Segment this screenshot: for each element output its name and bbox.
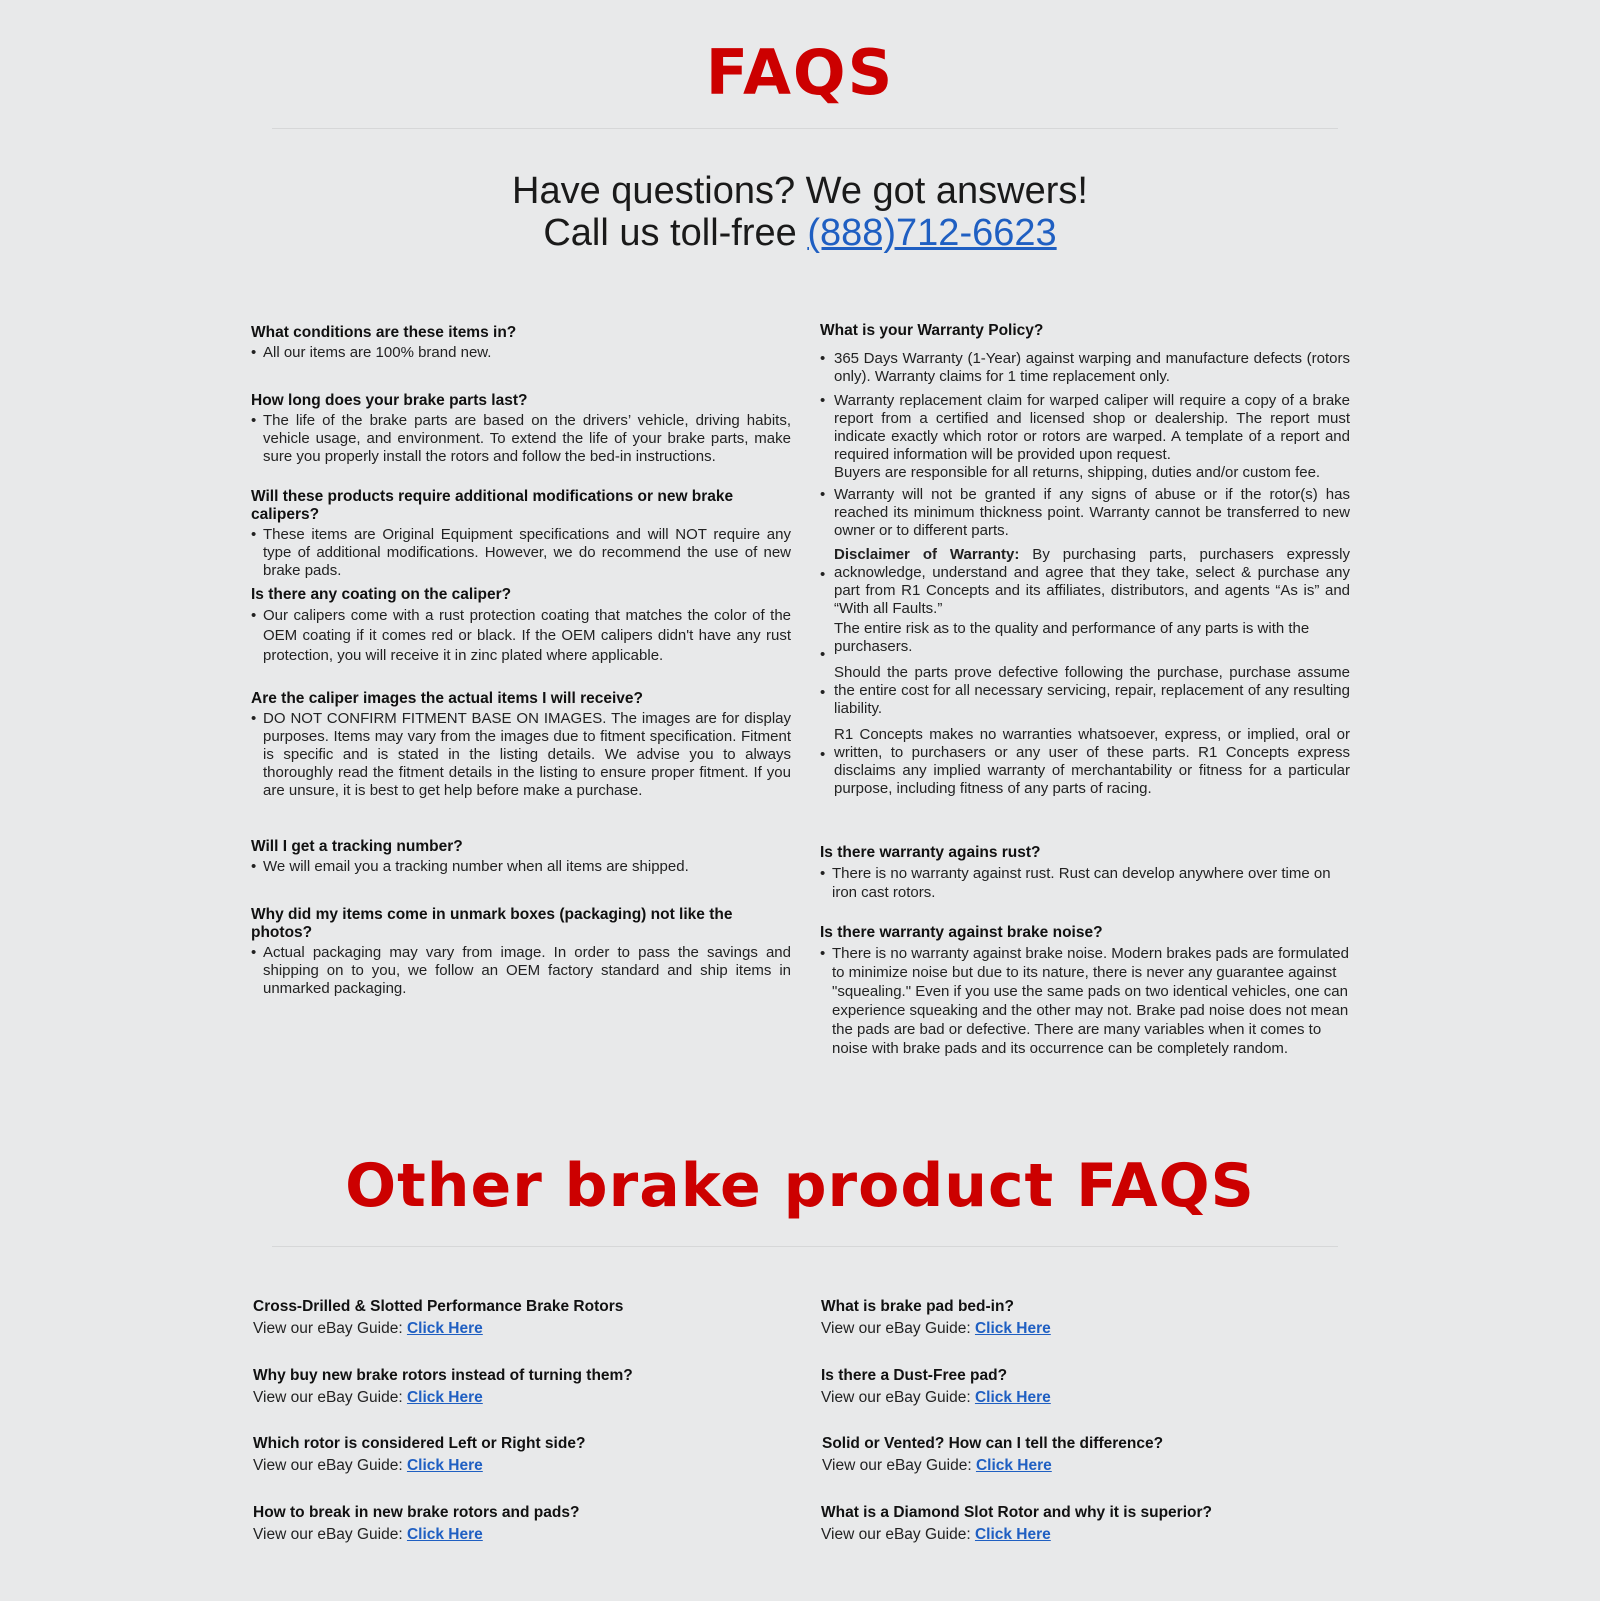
warranty-item: [820, 620, 1350, 663]
bullet-icon: •: [820, 945, 826, 962]
guide-item: [821, 1365, 1051, 1409]
faq-answer-text: All our items are 100% brand new.: [263, 344, 492, 361]
faq-item: [251, 690, 791, 800]
bullet-icon: •: [251, 412, 257, 429]
bullet-icon: •: [251, 710, 257, 727]
faq-question: What is your Warranty Policy?: [820, 322, 1044, 339]
guide-prefix: View our eBay Guide:: [253, 1457, 407, 1474]
guide-prefix: View our eBay Guide:: [253, 1320, 407, 1337]
bullet-icon: •: [251, 526, 257, 543]
guide-item: [821, 1502, 1212, 1546]
bullet-icon: •: [251, 944, 257, 961]
guide-question: What is brake pad bed-in?: [821, 1298, 1014, 1315]
warranty-item-text: By purchasing parts, purchasers expressly acknowledge, understand and agree that they take, select & purchase any part from R1 Concepts and its affiliates, distributors, and agents “As is” and “With all Faults.”: [834, 546, 1351, 617]
guide-line: [822, 1455, 1163, 1477]
faq-answer: [820, 944, 1350, 1058]
intro-block: [0, 170, 1600, 254]
faq-answer: [251, 944, 791, 998]
guide-prefix: View our eBay Guide:: [821, 1389, 975, 1406]
guide-item: [822, 1433, 1163, 1477]
guide-line: [253, 1318, 623, 1340]
faq-question: Will these products require additional modifications or new brake calipers?: [251, 488, 734, 523]
faq-item: [251, 838, 791, 876]
guide-question: Why buy new brake rotors instead of turning them?: [253, 1367, 633, 1384]
bullet-icon: •: [820, 646, 826, 663]
faq-answer: [820, 864, 1350, 902]
warranty-section: [820, 322, 1350, 804]
guide-item: [253, 1296, 623, 1340]
bullet-icon: •: [251, 858, 257, 875]
warranty-item: [820, 350, 1350, 386]
guide-prefix: View our eBay Guide:: [821, 1526, 975, 1543]
guide-item: [253, 1365, 633, 1409]
guide-line: [821, 1387, 1051, 1409]
guide-item: [253, 1433, 585, 1477]
warranty-item: [820, 392, 1350, 482]
guide-prefix: View our eBay Guide:: [253, 1526, 407, 1543]
click-here-link[interactable]: Click Here: [406, 1389, 483, 1406]
divider: [272, 1246, 1338, 1247]
guide-prefix: View our eBay Guide:: [821, 1320, 975, 1337]
warranty-item: [820, 726, 1350, 798]
warranty-item: [820, 664, 1350, 718]
guide-question: Is there a Dust-Free pad?: [821, 1367, 1008, 1384]
bullet-icon: •: [820, 865, 826, 882]
faq-answer-text: There is no warranty against rust. Rust can develop anywhere over time on iron cast rotors.: [832, 865, 1331, 901]
page-title: FAQS: [705, 36, 895, 109]
guide-question: What is a Diamond Slot Rotor and why it is superior?: [821, 1504, 1212, 1521]
guide-item: [821, 1296, 1051, 1340]
faq-answer-text: Our calipers come with a rust protection coating that matches the color of the OEM coating if it comes red or black. If the OEM calipers didn't have any rust protection, you will receive it in zinc plated where applicable.: [263, 607, 791, 664]
guide-prefix: View our eBay Guide:: [822, 1457, 976, 1474]
bullet-icon: •: [820, 684, 826, 701]
faq-item: [251, 324, 791, 362]
bullet-icon: •: [820, 566, 826, 583]
warranty-list: [820, 350, 1350, 798]
bullet-icon: •: [820, 392, 826, 409]
faq-answer: [251, 606, 791, 666]
faq-question: Is there warranty against brake noise?: [820, 924, 1103, 941]
faq-question: Is there any coating on the caliper?: [251, 586, 512, 603]
click-here-link[interactable]: Click Here: [406, 1457, 483, 1474]
guide-question: Cross-Drilled & Slotted Performance Brake Rotors: [253, 1298, 624, 1315]
bullet-icon: •: [251, 607, 257, 624]
warranty-item-text: The entire risk as to the quality and performance of any parts is with the purchasers.: [834, 620, 1310, 655]
faq-item: [251, 906, 791, 998]
guide-line: [253, 1524, 579, 1546]
click-here-link[interactable]: Click Here: [975, 1457, 1052, 1474]
faq-answer: [251, 526, 791, 580]
click-here-link[interactable]: Click Here: [974, 1320, 1051, 1337]
guide-line: [821, 1318, 1051, 1340]
warranty-item-note: Buyers are responsible for all returns, shipping, duties and/or custom fee.: [834, 464, 1321, 481]
faq-question: Will I get a tracking number?: [251, 838, 463, 855]
guide-prefix: View our eBay Guide:: [253, 1389, 407, 1406]
faq-item: [820, 844, 1350, 902]
guide-question: Which rotor is considered Left or Right side?: [253, 1435, 586, 1452]
faq-item: [251, 488, 791, 580]
guide-item: [253, 1502, 579, 1546]
guide-question: Solid or Vented? How can I tell the difference?: [822, 1435, 1164, 1452]
faq-question: Why did my items come in unmark boxes (packaging) not like the photos?: [251, 906, 733, 941]
faq-answer: [251, 710, 791, 800]
guide-line: [253, 1387, 633, 1409]
bullet-icon: •: [820, 350, 826, 367]
faq-question: Are the caliper images the actual items I will receive?: [251, 690, 643, 707]
faq-item: [251, 392, 791, 466]
faq-answer-text: Actual packaging may vary from image. In order to pass the savings and shipping on to you, we follow an OEM factory standard and ship items in unmarked packaging.: [263, 944, 791, 997]
faq-answer-text: DO NOT CONFIRM FITMENT BASE ON IMAGES. The images are for display purposes. Items may vary from the images due to fitment specification. Fitment is specific and is stated in the listing details. We advise you to always thoroughly read the fitment details in the listing to ensure proper fitment. If you are unsure, it is best to get help before make a purchase.: [263, 710, 791, 799]
faq-answer: [251, 412, 791, 466]
click-here-link[interactable]: Click Here: [406, 1320, 483, 1337]
warranty-item-text: Warranty will not be granted if any signs of abuse or if the rotor(s) has reached its minimum thickness point. Warranty cannot be transferred to new owner or to different parts.: [834, 486, 1350, 539]
bullet-icon: •: [251, 344, 257, 361]
faq-question: How long does your brake parts last?: [251, 392, 528, 409]
warranty-item: [820, 546, 1350, 618]
faq-answer-text: These items are Original Equipment specifications and will NOT require any type of additional modifications. However, we do recommend the use of new brake pads.: [263, 526, 791, 579]
intro-headline: Have questions? We got answers!: [512, 170, 1088, 212]
faq-answer-text: We will email you a tracking number when all items are shipped.: [263, 858, 689, 875]
guide-line: [253, 1455, 585, 1477]
faq-question: Is there warranty agains rust?: [820, 844, 1041, 861]
click-here-link[interactable]: Click Here: [974, 1389, 1051, 1406]
warranty-item-text: Should the parts prove defective following the purchase, purchase assume the entire cost for all necessary servicing, repair, replacement of any resulting liability.: [834, 664, 1350, 717]
call-prefix: Call us toll-free: [543, 212, 808, 254]
other-faqs-title: Other brake product FAQS: [345, 1151, 1255, 1221]
faq-item: [820, 924, 1350, 1058]
intro-call-line: [0, 212, 1600, 254]
warranty-item-text: 365 Days Warranty (1-Year) against warping and manufacture defects (rotors only). Warranty claims for 1 time replacement only.: [834, 350, 1350, 385]
faq-answer: [251, 858, 791, 876]
warranty-item-text: R1 Concepts makes no warranties whatsoever, express, or implied, oral or written, to purchasers or any user of these parts. R1 Concepts express disclaims any implied warranty of merchantability or fitness for a particular purpose, including fitness of any parts of racing.: [834, 726, 1350, 797]
faq-answer-text: There is no warranty against brake noise. Modern brakes pads are formulated to minimize noise but due to its nature, there is never any guarantee against "squealing." Even if you use the same pads on two identical vehicles, one can experience squeaking and the other may not. Brake pad noise does not mean the pads are bad or defective. There are many variables when it comes to noise with brake pads and its occurrence can be completely random.: [832, 945, 1349, 1057]
faq-answer: [251, 344, 791, 362]
disclaimer-label: Disclaimer of Warranty:: [834, 546, 1020, 563]
faq-question: What conditions are these items in?: [251, 324, 517, 341]
phone-link[interactable]: (888)712-6623: [807, 212, 1057, 254]
bullet-icon: •: [820, 486, 826, 503]
guide-question: How to break in new brake rotors and pads?: [253, 1504, 580, 1521]
guide-line: [821, 1524, 1212, 1546]
divider: [272, 128, 1338, 129]
warranty-item: [820, 486, 1350, 540]
faq-item: [251, 586, 791, 666]
click-here-link[interactable]: Click Here: [974, 1526, 1051, 1543]
bullet-icon: •: [820, 746, 826, 763]
faq-answer-text: The life of the brake parts are based on the drivers’ vehicle, driving habits, vehicle usage, and environment. To extend the life of your brake parts, make sure you properly install the rotors and follow the bed-in instructions.: [263, 412, 791, 465]
warranty-item-text: Warranty replacement claim for warped caliper will require a copy of a brake report from a certified and licensed shop or dealership. The report must indicate exactly which rotor or rotors are warped. A template of a report and required information will be provided upon request.: [834, 392, 1350, 463]
click-here-link[interactable]: Click Here: [406, 1526, 483, 1543]
